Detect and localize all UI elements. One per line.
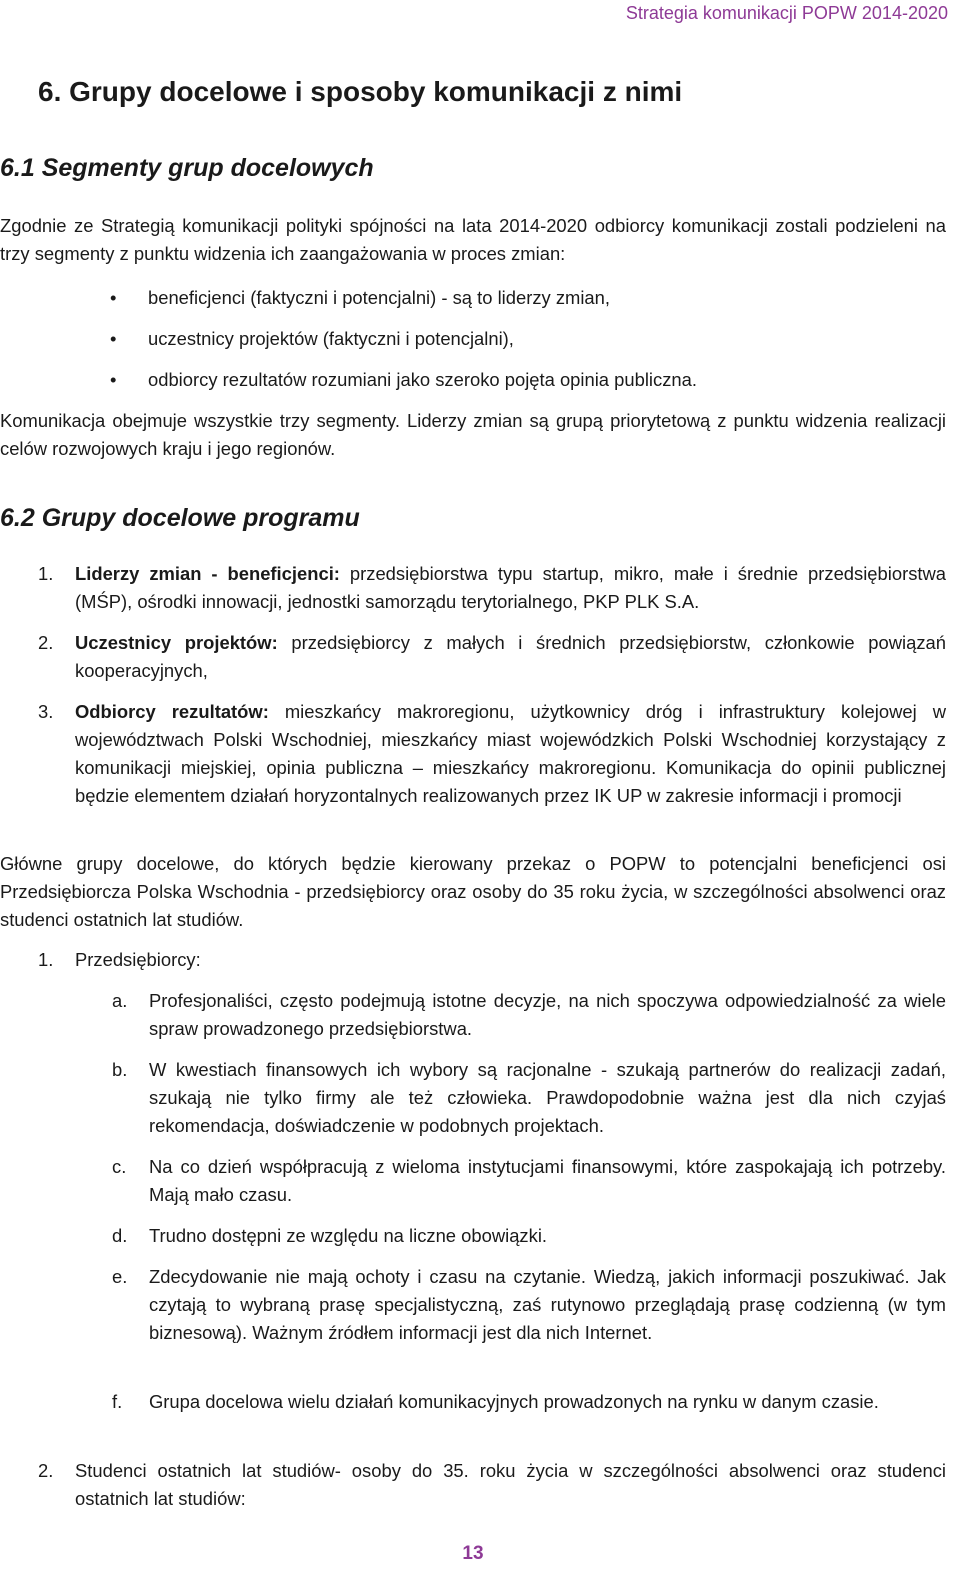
- entrepreneur-trait: e. Zdecydowanie nie mają ochoty i czasu na czytanie. Wiedzą, jakich informacji poszukiwać. Jak czytają to wybraną prasę specjalistyczną, zaś rutynowo przeglądają prasę codzienną (w tym biznesową). Ważnym źródłem informacji jest dla nich Internet.: [112, 1266, 946, 1343]
- entrepreneur-trait: c. Na co dzień współpracują z wieloma instytucjami finansowymi, które zaspokajają ich potrzeby. Mają mało czasu.: [112, 1156, 946, 1205]
- entrepreneur-trait: f. Grupa docelowa wielu działań komunikacyjnych prowadzonych na rynku w danym czasie.: [112, 1391, 879, 1412]
- intro-paragraph: Zgodnie ze Strategią komunikacji polityki spójności na lata 2014-2020 odbiorcy komunikacji zostali podzieleni na trzy segmenty z punktu widzenia ich zaangażowania w proces zmian:: [0, 215, 946, 264]
- entrepreneurs-heading: 1. Przedsiębiorcy:: [38, 949, 201, 970]
- bullet-icon: •: [110, 369, 117, 390]
- bullet-icon: •: [110, 287, 117, 308]
- entrepreneur-trait: d. Trudno dostępni ze względu na liczne obowiązki.: [112, 1225, 548, 1246]
- running-header: Strategia komunikacji POPW 2014-2020: [625, 3, 948, 23]
- section-heading-6-2: 6.2 Grupy docelowe programu: [0, 504, 360, 532]
- section-heading-6-1: 6.1 Segmenty grup docelowych: [0, 154, 374, 182]
- target-group-item: 1. Liderzy zmian - beneficjenci: przedsiębiorstwa typu startup, mikro, małe i średnie przedsiębiorstwa (MŚP), ośrodki innowacji, jednostki samorządu terytorialnego, PKP PLK S.A.: [38, 563, 947, 612]
- chapter-heading: 6. Grupy docelowe i sposoby komunikacji z nimi: [38, 76, 683, 107]
- group-label: Liderzy zmian - beneficjenci:: [75, 563, 340, 584]
- target-group-item: 3. Odbiorcy rezultatów: mieszkańcy makroregionu, użytkownicy dróg i infrastruktury kolejowej w województwach Polski Wschodniej, mieszkańcy miast wojewódzkich Polski Wschodniej korzystający z komunikacji miejskiej, opinia publiczna – mieszkańcy makroregionu. Komunikacja do opinii publicznej będzie elementem działań horyzontalnych realizowanych przez IK UP w zakresie informacji i promocji: [38, 701, 946, 806]
- group-label: Uczestnicy projektów:: [75, 632, 278, 653]
- target-group-item: 2. Uczestnicy projektów: przedsiębiorcy z małych i średnich przedsiębiorstw, członkowie powiązań kooperacyjnych,: [38, 632, 946, 681]
- entrepreneur-trait: b. W kwestiach finansowych ich wybory są racjonalne - szukają partnerów do realizacji zadań, szukają nie tylko firmy ale też człowieka. Prawdopodobnie ważna jest dla nich czyjaś rekomendacja, doświadczenie w podobnych projektach.: [112, 1059, 946, 1136]
- entrepreneur-trait: a. Profesjonaliści, często podejmują istotne decyzje, na nich spoczywa odpowiedzialność za wiele spraw prowadzonego przedsiębiorstwa.: [112, 990, 946, 1039]
- group-label: Odbiorcy rezultatów:: [75, 701, 269, 722]
- main-groups-paragraph: Główne grupy docelowe, do których będzie kierowany przekaz o POPW to potencjalni beneficjenci osi Przedsiębiorcza Polska Wschodnia - przedsiębiorcy oraz osoby do 35 roku życia, w szczególności absolwenci oraz studenci ostatnich lat studiów.: [0, 853, 946, 930]
- students-heading: 2. Studenci ostatnich lat studiów- osoby do 35. roku życia w szczególności absolwenci oraz studenci ostatnich lat studiów:: [38, 1460, 946, 1509]
- page-number: 13: [462, 1543, 484, 1564]
- bullet-icon: •: [110, 328, 117, 349]
- closing-paragraph: Komunikacja obejmuje wszystkie trzy segmenty. Liderzy zmian są grupą priorytetową z punktu widzenia realizacji celów rozwojowych kraju i jego regionów.: [0, 410, 946, 459]
